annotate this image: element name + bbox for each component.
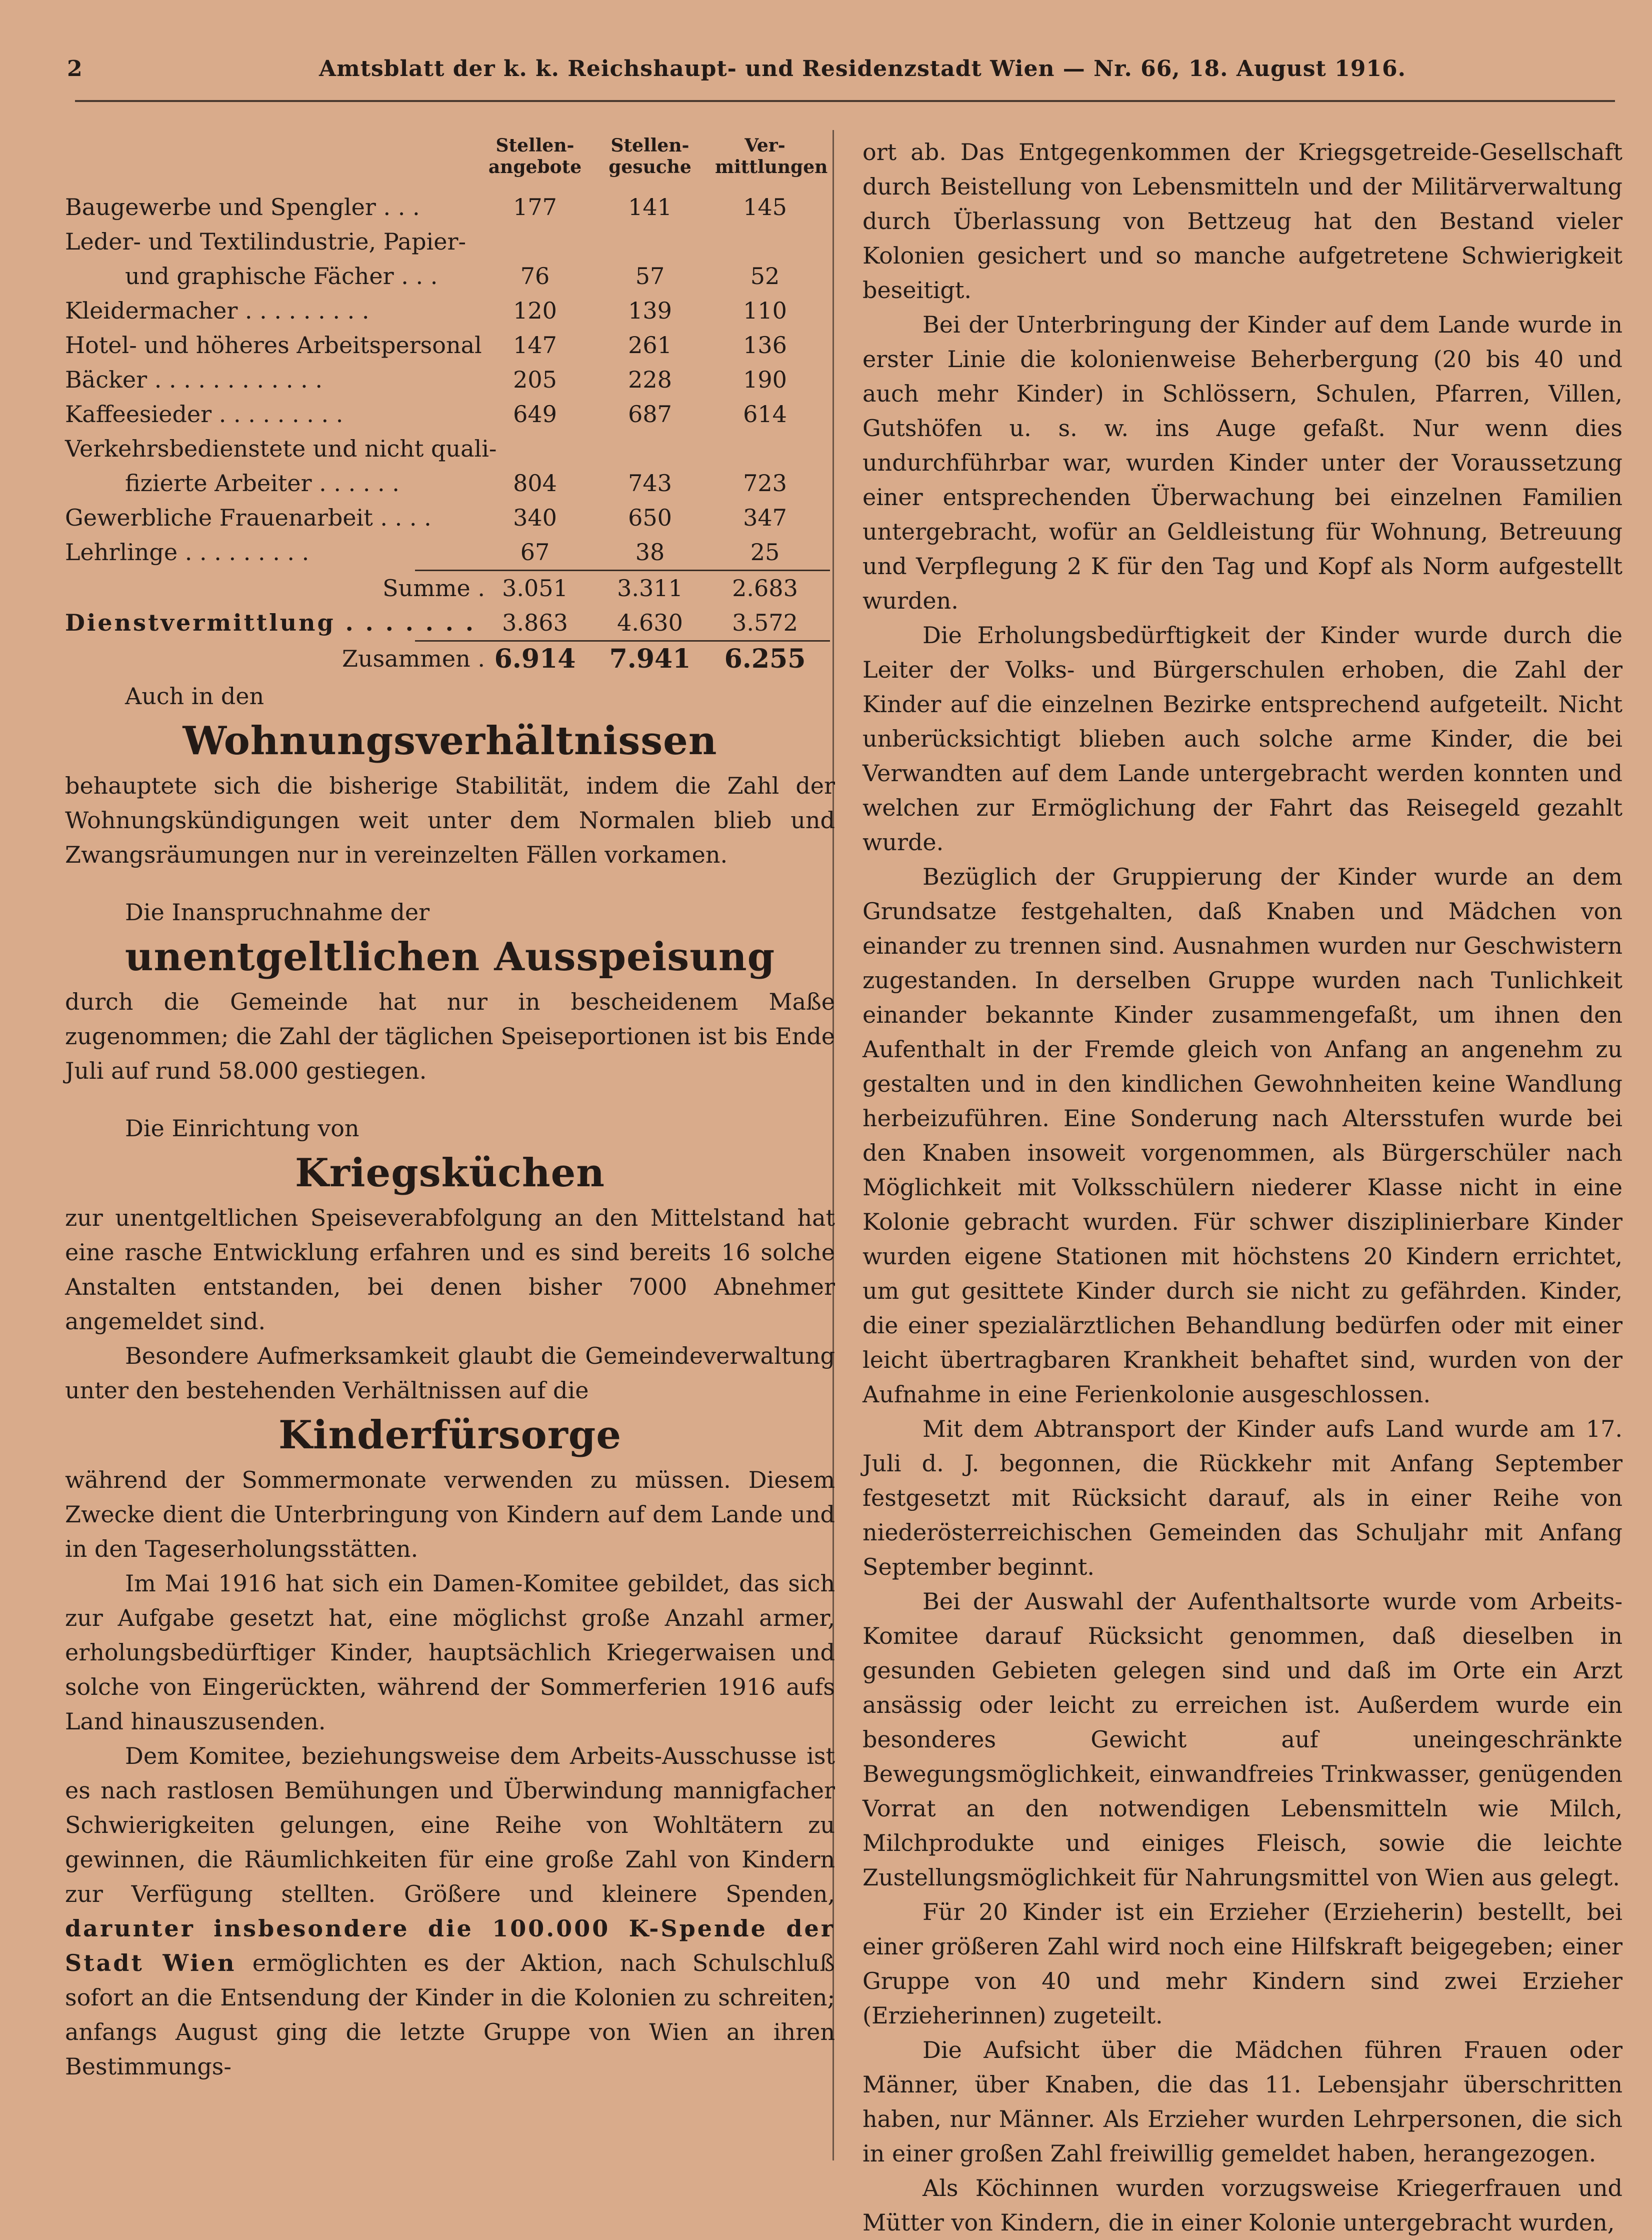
intro-text: Die Inanspruchnahme der <box>125 899 430 926</box>
col-header-gesuche: Stellen-gesuche <box>608 135 692 178</box>
paragraph-part: Dem Komitee, beziehungsweise dem Arbeits-Ausschusse ist es nach rastlosen Bemühungen und Überwindung mannigfacher Schwierigkeiten gelungen, eine Reihe von Wohltätern zu gewinnen, die Räumlichkeiten für eine große Zahl von Kindern zur Verfügung stellten. Größere und kleinere Spenden, <box>65 1742 835 1907</box>
paragraph: Die Erholungsbedürftigkeit der Kinder wurde durch die Leiter der Volks- und Bürgerschulen erhoben, die Zahl der Kinder auf die einzelnen Bezirke entsprechend aufgeteilt. Nicht unberücksichtigt blieben auch solche arme Kinder, die bei Verwandten auf dem Lande untergebracht werden konnten und welchen zur Ermöglichung der Fahrt das Reisegeld gezahlt wurde. <box>862 622 1622 856</box>
section-heading: Wohnungsverhältnissen <box>182 718 718 764</box>
cell-gesuche: 3.311 <box>617 575 683 602</box>
dienstvermittlung-row <box>65 606 835 640</box>
paragraph-part: ermöglichten es der Aktion, nach Schulschluß sofort an die Entsendung der Kinder in die Kolonien zu schreiten; anfangs August ging die letzte Gruppe von Wien an ihren Bestimmungs- <box>65 1949 835 2080</box>
row-label: Zusammen . <box>342 645 485 672</box>
cell-angebote: 6.914 <box>494 644 576 674</box>
header-rule <box>75 100 1615 102</box>
cell-vermittlungen: 2.683 <box>732 575 798 602</box>
row-label: Bäcker . . . . . . . . . . . . <box>65 366 323 393</box>
row-label: Gewerbliche Frauenarbeit . . . . <box>65 504 432 531</box>
cell-vermittlungen: 110 <box>743 297 787 324</box>
row-label: Dienstvermittlung . . . . . . . <box>65 609 476 636</box>
stats-table-header <box>65 135 835 190</box>
row-label: Kaffeesieder . . . . . . . . . <box>65 401 344 428</box>
left-column <box>65 135 835 2084</box>
cell-gesuche: 139 <box>628 297 672 324</box>
paragraph: Bezüglich der Gruppierung der Kinder wurde an dem Grundsatze festgehalten, daß Knaben und Mädchen von einander zu trennen sind. Ausnahmen wurden nur Geschwistern zugestanden. In derselben Gruppe wurden nach Tunlichkeit einander bekannte Kinder zusammengefaßt, um ihnen den Aufenthalt in der Fremde gleich von Anfang an angenehm zu gestalten und in den kindlichen Gewohnheiten keine Wandlung herbeizuführen. Eine Sonderung nach Altersstufen wurde bei den Knaben insoweit vorgenommen, als Bürgerschüler nach Möglichkeit mit Volksschülern niederer Klasse nicht in eine Kolonie gebracht wurden. Für schwer disziplinierbare Kinder wurden eigene Stationen mit höchstens 20 Kindern errichtet, um gut gesittete Kinder durch sie nicht zu gefährden. Kinder, die einer spezialärztlichen Behandlung bedürfen oder mit einer leicht übertragbaren Krankheit behaftet sind, wurden von der Aufnahme in eine Ferienkolonie ausgeschlossen. <box>862 863 1622 1408</box>
row-label: Hotel- und höheres Arbeitspersonal <box>65 332 482 359</box>
paragraph: ort ab. Das Entgegenkommen der Kriegsgetreide-Gesellschaft durch Beistellung von Lebensmitteln und der Militärverwaltung durch Überlassung von Bettzeug hat den Bestand vieler Kolonien gesichert und so manche aufgetretene Schwierigkeit beseitigt. <box>862 139 1622 304</box>
col-header-vermittlungen: Ver-mittlungen <box>715 135 828 178</box>
cell-angebote: 147 <box>513 332 557 359</box>
cell-gesuche: 141 <box>628 194 672 221</box>
row-label: Lehrlinge . . . . . . . . . <box>65 539 310 566</box>
cell-angebote: 649 <box>513 401 557 428</box>
right-column <box>862 135 1622 2240</box>
row-label: Verkehrsbedienstete und nicht quali- <box>65 435 497 462</box>
paragraph: Die Aufsicht über die Mädchen führen Frauen oder Männer, über Knaben, die das 11. Lebensjahr überschritten haben, nur Männer. Als Erzieher wurden Lehrpersonen, die sich in einer großen Zahl freiwillig gemeldet haben, herangezogen. <box>862 2036 1622 2167</box>
table-row <box>65 432 835 466</box>
page-number: 2 <box>67 56 82 82</box>
paragraph: behauptete sich die bisherige Stabilität, indem die Zahl der Wohnungskündigungen weit unter dem Normalen blieb und Zwangsräumungen nur in vereinzelten Fällen vorkamen. <box>65 772 835 868</box>
paragraph: Für 20 Kinder ist ein Erzieher (Erzieherin) bestellt, bei einer größeren Zahl wird noch eine Hilfskraft beigegeben; einer Gruppe von 40 und mehr Kindern sind zwei Erzieher (Erzieherinnen) zugeteilt. <box>862 1898 1622 2029</box>
cell-vermittlungen: 136 <box>743 332 787 359</box>
row-label: Summe . <box>382 575 485 602</box>
section-heading: Kriegsküchen <box>295 1150 605 1196</box>
table-row <box>65 259 835 294</box>
cell-vermittlungen: 347 <box>743 504 787 531</box>
stats-table <box>65 190 835 676</box>
cell-angebote: 177 <box>513 194 557 221</box>
section-heading: unentgeltlichen Ausspeisung <box>124 934 776 980</box>
paragraph: Bei der Unterbringung der Kinder auf dem Lande wurde in erster Linie die kolonienweise Beherbergung (20 bis 40 und auch mehr Kinder) in Schlössern, Schulen, Pfarren, Villen, Gutshöfen u. s. w. ins Auge gefaßt. Nur wenn dies undurchführbar war, wurden Kinder unter der Voraussetzung einer entsprechenden Überwachung bei einzelnen Familien untergebracht, wofür an Geldleistung für Wohnung, Betreuung und Verpflegung 2 K für den Tag und Kopf als Norm aufgestellt wurden. <box>862 311 1622 614</box>
cell-angebote: 3.863 <box>502 609 568 636</box>
row-label: Leder- und Textilindustrie, Papier- <box>65 228 466 255</box>
cell-vermittlungen: 723 <box>743 470 787 497</box>
table-row <box>65 225 835 259</box>
table-row <box>65 294 835 328</box>
table-row <box>65 190 835 225</box>
cell-vermittlungen: 52 <box>750 263 780 290</box>
cell-vermittlungen: 614 <box>743 401 787 428</box>
cell-gesuche: 4.630 <box>617 609 683 636</box>
intro-text: Auch in den <box>125 683 264 710</box>
cell-vermittlungen: 190 <box>743 366 787 393</box>
cell-gesuche: 38 <box>635 539 665 566</box>
intro-text: Die Einrichtung von <box>125 1115 360 1142</box>
page-header <box>59 56 1539 91</box>
cell-gesuche: 650 <box>628 504 672 531</box>
cell-angebote: 3.051 <box>502 575 568 602</box>
paragraph: Bei der Auswahl der Aufenthaltsorte wurde vom Arbeits-Komitee darauf Rücksicht genommen, daß dieselben in gesunden Gebieten gelegen sind und daß im Orte ein Arzt ansässig oder leicht zu erreichen ist. Außerdem wurde ein besonderes Gewicht auf uneingeschränkte Bewegungsmöglichkeit, einwandfreies Trinkwasser, genügenden Vorrat an den notwendigen Lebensmitteln wie Milch, Milchprodukte und einiges Fleisch, sowie die leichte Zustellungsmöglichkeit für Nahrungsmittel von Wien aus gelegt. <box>862 1588 1622 1891</box>
row-label: Baugewerbe und Spengler . . . <box>65 194 420 221</box>
paragraph: durch die Gemeinde hat nur in bescheidenem Maße zugenommen; die Zahl der täglichen Speiseportionen ist bis Ende Juli auf rund 58.000 gestiegen. <box>65 988 835 1084</box>
cell-angebote: 67 <box>520 539 550 566</box>
cell-gesuche: 687 <box>628 401 672 428</box>
cell-vermittlungen: 3.572 <box>732 609 798 636</box>
paragraph: zur unentgeltlichen Speiseverabfolgung an den Mittelstand hat eine rasche Entwicklung erfahren und es sind bereits 16 solche Anstalten entstanden, bei denen bisher 7000 Abnehmer angemeldet sind. <box>65 1204 835 1335</box>
zusammen-row <box>65 642 835 676</box>
cell-gesuche: 7.941 <box>609 644 691 674</box>
paragraph: Als Köchinnen wurden vorzugsweise Kriegerfrauen und Mütter von Kindern, die in einer Kolonie untergebracht wurden, <box>862 2174 1622 2236</box>
cell-vermittlungen: 25 <box>750 539 780 566</box>
paragraph: während der Sommermonate verwenden zu müssen. Diesem Zwecke dient die Unterbringung von Kindern auf dem Lande und in den Tageserholungsstätten. <box>65 1466 835 1562</box>
cell-angebote: 340 <box>513 504 557 531</box>
table-row <box>65 363 835 397</box>
cell-gesuche: 57 <box>635 263 665 290</box>
cell-angebote: 205 <box>513 366 557 393</box>
cell-angebote: 804 <box>513 470 557 497</box>
cell-vermittlungen: 145 <box>743 194 787 221</box>
cell-gesuche: 228 <box>628 366 672 393</box>
table-row <box>65 397 835 432</box>
cell-gesuche: 743 <box>628 470 672 497</box>
emphasis-text: darunter insbesondere die 100.000 K-Spende der Stadt Wien <box>65 1915 835 1976</box>
row-label-cont: fizierte Arbeiter . . . . . . <box>125 470 400 497</box>
paragraph: Im Mai 1916 hat sich ein Damen-Komitee gebildet, das sich zur Aufgabe gesetzt hat, eine möglichst große Anzahl armer, erholungsbedürftiger Kinder, hauptsächlich Kriegerwaisen und solche von Eingerückten, während der Sommerferien 1916 aufs Land hinauszusenden. <box>65 1570 835 1735</box>
table-row <box>65 328 835 363</box>
summe-row <box>65 571 835 606</box>
paragraph <box>65 1739 835 2084</box>
cell-angebote: 120 <box>513 297 557 324</box>
paragraph: Mit dem Abtransport der Kinder aufs Land wurde am 17. Juli d. J. begonnen, die Rückkehr mit Anfang September festgesetzt mit Rücksicht darauf, als in einer Reihe von niederösterreichischen Gemeinden das Schuljahr mit Anfang September beginnt. <box>862 1415 1622 1580</box>
cell-gesuche: 261 <box>628 332 672 359</box>
section-heading: Kinderfürsorge <box>278 1412 622 1458</box>
paragraph: Besondere Aufmerksamkeit glaubt die Gemeindeverwaltung unter den bestehenden Verhältnissen auf die <box>65 1342 835 1404</box>
table-row <box>65 501 835 535</box>
cell-vermittlungen: 6.255 <box>724 644 806 674</box>
cell-angebote: 76 <box>520 263 550 290</box>
col-header-angebote: Stellen-angebote <box>488 135 582 178</box>
row-label: Kleidermacher . . . . . . . . . <box>65 297 370 324</box>
table-row <box>65 466 835 501</box>
row-label-cont: und graphische Fächer . . . <box>125 263 438 290</box>
table-row <box>65 535 835 570</box>
running-title: Amtsblatt der k. k. Reichshaupt- und Residenzstadt Wien — Nr. 66, 18. August 1916. <box>319 56 1406 82</box>
